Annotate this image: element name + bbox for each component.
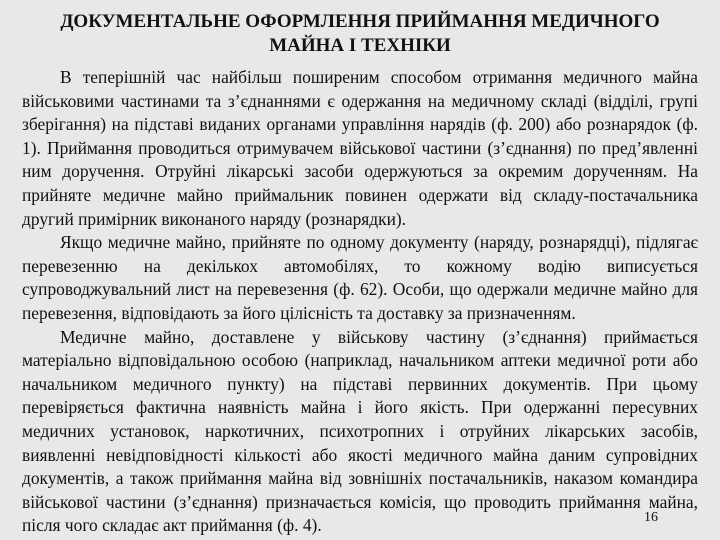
paragraph-receiving-method: В теперішній час найбільш поширеним способом отримання медичного майна військовими частинами та з’єднаннями є одержання на медичному складі (відділі, групі зберігання) на підставі виданих органами управління нарядів (ф. 200) або рознарядок (ф. 1). Приймання проводиться отримувачем військової частини (з’єднання) по пред’явленні ним доручення. Отруйні лікарські засоби одержуються за окремим дорученням. На прийняте медичне майно приймальник повинен одержати від складу-постачальника другий примірник виконаного наряду (рознарядки). bbox=[22, 67, 698, 229]
page-title-line-2: МАЙНА І ТЕХНІКИ bbox=[269, 35, 451, 56]
page-title-line-1: ДОКУМЕНТАЛЬНЕ ОФОРМЛЕННЯ ПРИЙМАННЯ МЕДИЧНОГО bbox=[60, 11, 660, 32]
paragraph-transport: Якщо медичне майно, прийняте по одному документу (наряду, рознарядці), підлягає перевезенню на декількох автомобілях, то кожному водію виписується супроводжувальний лист на перевезення (ф. 62). Особи, що одержали медичне майно для перевезення, відповідають за його цілісність та доставку за призначенням. bbox=[22, 232, 698, 323]
page-number: 16 bbox=[644, 510, 658, 525]
paragraph-acceptance: Медичне майно, доставлене у військову частину (з’єднання) приймається матеріально відповідальною особою (наприклад, начальником аптеки медичної роти або начальником медичного пункту) на підставі первинних документів. При цьому перевіряється фактична наявність майна і його якість. При одержанні пересувних медичних установок, наркотичних, психотропних і отруйних лікарських засобів, виявленні невідповідності кількості або якості медичного майна даним супровідних документів, а також приймання майна від зовнішніх постачальників, наказом командира військової частини (з’єднання) призначається комісія, що проводить приймання майна, після чого складає акт приймання (ф. 4). bbox=[22, 326, 698, 536]
page-title bbox=[22, 10, 698, 58]
